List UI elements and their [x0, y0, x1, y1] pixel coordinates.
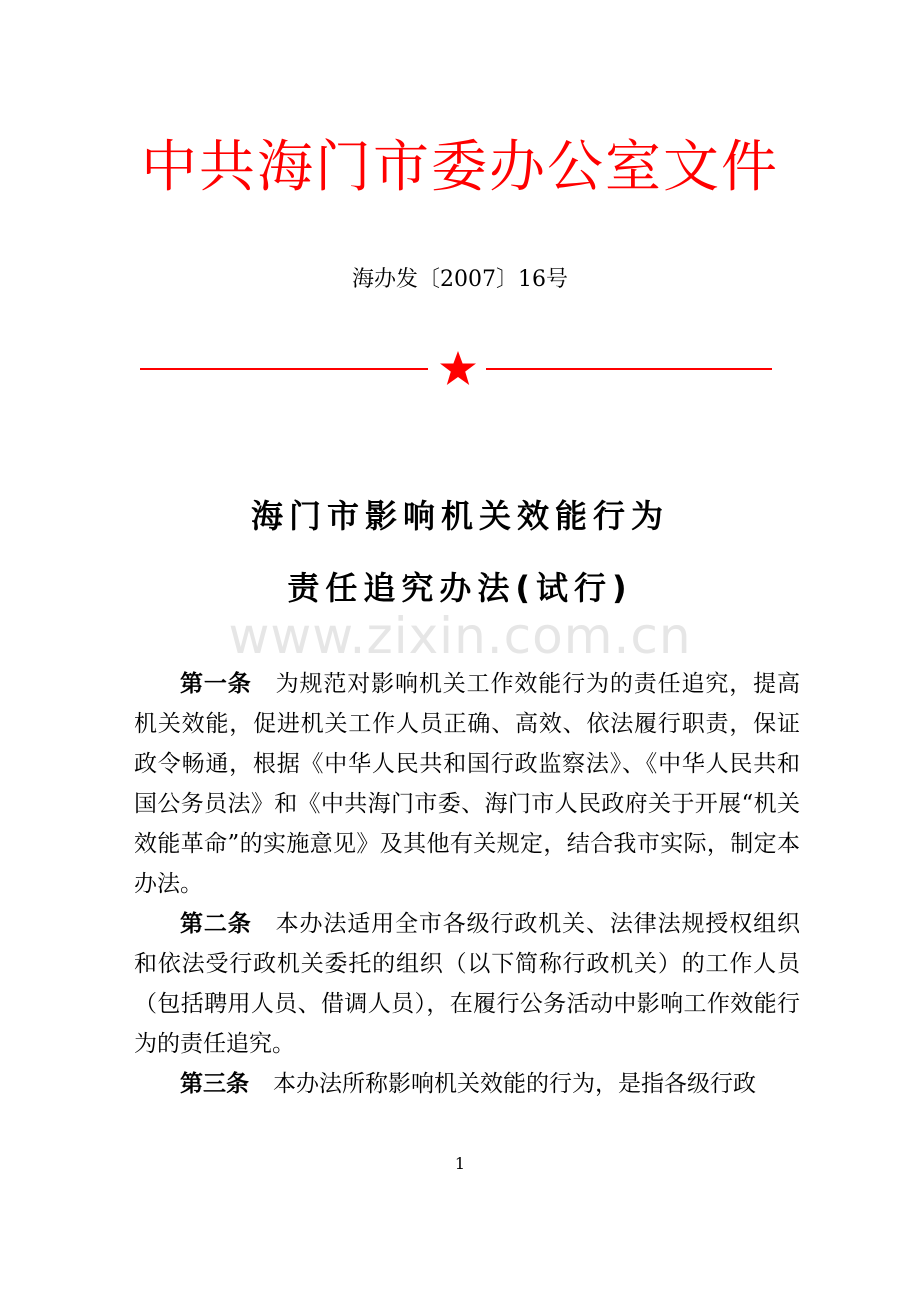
article-label: 第三条: [180, 1071, 249, 1097]
document-header-title: 中共海门市委办公室文件: [141, 135, 779, 200]
red-divider-left: [140, 368, 428, 370]
document-title-line-1: 海门市影响机关效能行为: [250, 497, 669, 535]
article-paragraph: [134, 1064, 800, 1104]
page-number: 1: [454, 1154, 466, 1173]
article-text: 为规范对影响机关工作效能行为的责任追究，提高机关效能，促进机关工作人员正确、高效、依法履行职责，保证政令畅通，根据《中华人民共和国行政监察法》、《中华人民共和国公务员法》和《中共海门市委、海门市人民政府关于开展“机关效能革命”的实施意见》及其他有关规定，结合我市实际，制定本办法。: [134, 671, 800, 897]
red-divider-right: [486, 368, 772, 370]
article-text: 本办法适用全市各级行政机关、法律法规授权组织和依法受行政机关委托的组织（以下简称行政机关）的工作人员（包括聘用人员、借调人员），在履行公务活动中影响工作效能行为的责任追究。: [134, 911, 800, 1057]
article-label: 第一条: [180, 671, 252, 697]
star-icon: [438, 349, 478, 389]
document-title-line-2: 责任追究办法(试行): [287, 569, 633, 607]
article-paragraph: [134, 664, 800, 904]
watermark: www.zixin.com.cn: [228, 607, 692, 665]
article-label: 第二条: [180, 911, 252, 937]
document-body: [134, 664, 800, 1104]
article-paragraph: [134, 904, 800, 1064]
article-text: 本办法所称影响机关效能的行为，是指各级行政: [273, 1071, 756, 1097]
star-shape: [440, 351, 476, 385]
document-number: 海办发〔2007〕16号: [352, 267, 568, 292]
